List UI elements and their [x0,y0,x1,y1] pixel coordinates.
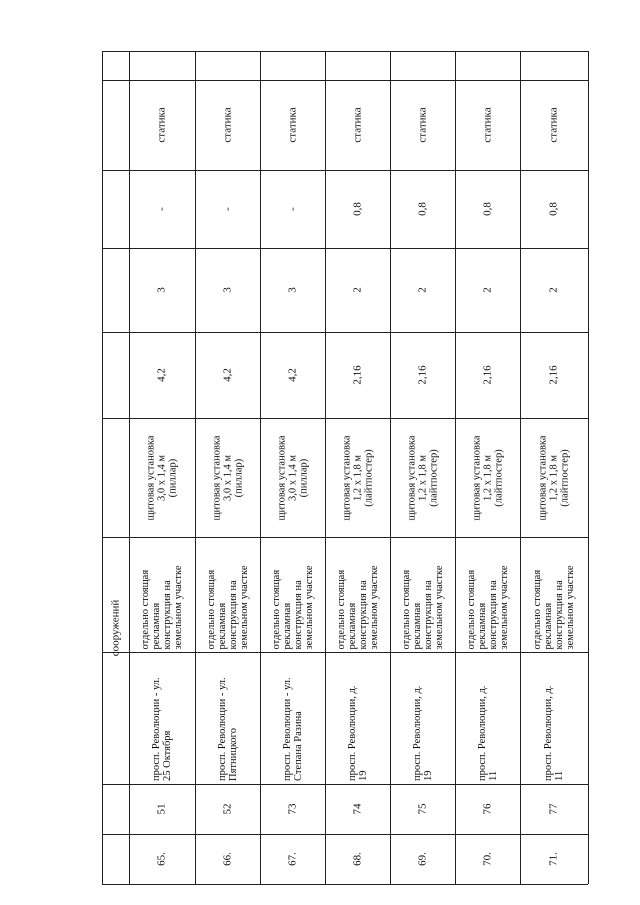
count-text: 3 [155,287,168,293]
cell-description [260,418,325,537]
number-text: 51 [155,803,168,815]
cell-order [325,834,390,884]
address-text: просп. Революции - ул. 25 Октября [151,677,173,781]
cell-extra [455,170,520,248]
mode-text: статика [415,107,428,143]
cell-number [260,784,325,834]
cell-number [195,784,260,834]
cell-extra [129,170,195,248]
description-text: щитовая установка 1,2 х 1,8 м (лайтпостер) [341,434,374,521]
cell-construction-type [195,537,260,652]
cell-construction-type [390,537,455,652]
number-text: 75 [415,803,428,815]
construction-type-text: отдельно стоящая рекламная конструкция на земельном участке [465,564,510,649]
cell-description [195,418,260,537]
cell-construction-type [260,537,325,652]
cell-number [520,784,588,834]
description-text: щитовая установка 1,2 х 1,8 м (лайтпостер) [406,434,439,521]
cell-area [325,332,390,418]
structures-header-label: сооружений [108,599,121,657]
mode-text: статика [285,107,298,143]
mode-text: статика [350,107,363,143]
cell-mode [129,80,195,170]
cell-area [260,332,325,418]
cell-address [260,652,325,784]
address-text: просп. Революции, д. 11 [476,685,499,781]
number-text: 77 [547,803,560,815]
cell-count [260,248,325,332]
address-text: просп. Революции, д. 11 [543,685,565,781]
area-text: 2,16 [415,365,428,385]
cell-mode [325,80,390,170]
cell-order [390,834,455,884]
cell-mode [195,80,260,170]
grid-vline-8 [588,51,589,884]
cell-construction-type [325,537,390,652]
area-text: 2,16 [480,365,493,385]
cell-count [129,248,195,332]
address-text: просп. Революции, д. 19 [411,685,434,781]
mode-text: статика [155,107,168,143]
cell-address [195,652,260,784]
extra-text: 0,8 [547,202,560,216]
cell-construction-type [455,537,520,652]
area-text: 4,2 [285,368,298,382]
order-text: 71. [547,852,560,866]
cell-count [390,248,455,332]
order-text: 65. [155,852,168,866]
description-text: щитовая установка 1,2 х 1,8 м (лайтпостер) [471,434,504,521]
number-text: 74 [350,803,363,815]
cell-mode [390,80,455,170]
extra-text: 0,8 [480,202,493,216]
address-text: просп. Революции - ул. Степана Разина [281,677,304,781]
number-text: 76 [480,803,493,815]
count-text: 3 [220,287,233,293]
cell-area [455,332,520,418]
extra-text: - [285,207,298,211]
cell-address [520,652,588,784]
cell-description [325,418,390,537]
cell-address [129,652,195,784]
cell-number [455,784,520,834]
cell-number [129,784,195,834]
cell-count [455,248,520,332]
cell-area [195,332,260,418]
order-text: 70. [480,852,493,866]
area-text: 2,16 [547,365,560,385]
count-text: 3 [285,287,298,293]
mode-text: статика [220,107,233,143]
area-text: 2,16 [350,365,363,385]
extra-text: 0,8 [415,202,428,216]
cell-area [390,332,455,418]
extra-text: 0,8 [350,202,363,216]
cell-description [129,418,195,537]
count-text: 2 [480,287,493,293]
cell-address [325,652,390,784]
cell-extra [195,170,260,248]
cell-mode [520,80,588,170]
cell-number [390,784,455,834]
construction-type-text: отдельно стоящая рекламная конструкция на земельном участке [400,564,445,649]
cell-order [195,834,260,884]
grid-hline-0 [102,51,588,52]
order-text: 67. [285,852,298,866]
cell-order [260,834,325,884]
description-text: щитовая установка 1,2 х 1,8 м (лайтпостер) [537,434,571,521]
cell-construction-type [129,537,195,652]
cell-order [520,834,588,884]
cell-order [129,834,195,884]
cell-construction-type [520,537,588,652]
cell-description [390,418,455,537]
extra-text: - [155,207,168,211]
cell-number [325,784,390,834]
cell-count [195,248,260,332]
number-text: 52 [220,803,233,815]
area-text: 4,2 [220,368,233,382]
construction-type-text: отдельно стоящая рекламная конструкция на земельном участке [335,564,380,649]
cell-description [455,418,520,537]
cell-extra [390,170,455,248]
order-text: 66. [220,852,233,866]
construction-type-text: отдельно стоящая рекламная конструкция на земельном участке [532,564,576,649]
cell-count [520,248,588,332]
description-text: щитовая установка 3,0 х 1,4 м (пиллар) [145,434,179,521]
description-text: щитовая установка 3,0 х 1,4 м (пиллар) [276,434,309,521]
construction-type-text: отдельно стоящая рекламная конструкция на земельном участке [270,564,315,649]
cell-extra [260,170,325,248]
count-text: 2 [415,287,428,293]
address-text: просп. Революции - ул. Пятницкого [216,677,239,781]
extra-text: - [220,207,233,211]
cell-extra [325,170,390,248]
cell-address [390,652,455,784]
order-text: 69. [415,852,428,866]
cell-address [455,652,520,784]
number-text: 73 [285,803,298,815]
table-header-row [102,51,129,884]
description-text: щитовая установка 3,0 х 1,4 м (пиллар) [211,434,244,521]
count-text: 2 [350,287,363,293]
cell-area [520,332,588,418]
grid-hline-10 [102,884,588,885]
mode-text: статика [480,107,493,143]
construction-type-text: отдельно стоящая рекламная конструкция на земельном участке [205,564,250,649]
cell-area [129,332,195,418]
address-text: просп. Революции, д. 19 [346,685,369,781]
order-text: 68. [350,852,363,866]
cell-order [455,834,520,884]
cell-count [325,248,390,332]
construction-type-text: отдельно стоящая рекламная конструкция на земельном участке [140,564,184,649]
cell-mode [260,80,325,170]
cell-description [520,418,588,537]
cell-mode [455,80,520,170]
cell-extra [520,170,588,248]
count-text: 2 [547,287,560,293]
mode-text: статика [547,107,560,143]
area-text: 4,2 [155,368,168,382]
